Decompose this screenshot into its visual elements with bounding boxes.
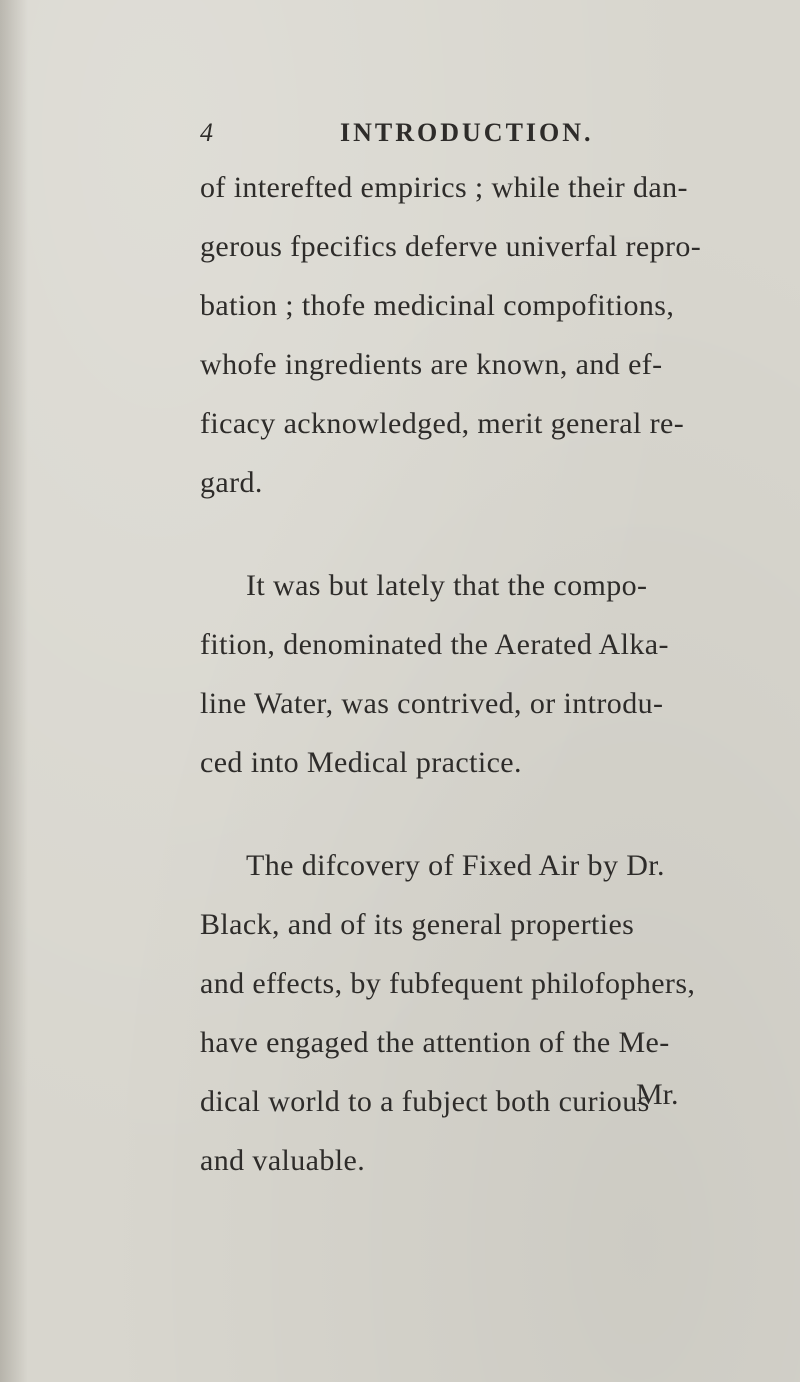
paragraph-gap [200,792,740,836]
text-line: and valuable. [200,1144,366,1177]
page-edge-shadow [0,0,28,1382]
text-line: gard. [200,466,263,499]
text-line: whofe ingredients are known, and ef- [200,348,663,381]
text-line: gerous fpecifics deferve univerfal repro- [200,230,702,263]
catchword: Mr. [636,1078,679,1111]
paragraph-gap [200,512,740,556]
text-line: The difcovery of Fixed Air by Dr. [246,849,665,882]
text-line: It was but lately that the compo- [246,569,648,602]
text-line: ced into Medical practice. [200,746,522,779]
text-line: line Water, was contrived, or introdu- [200,687,664,720]
paragraph-1 [200,158,740,512]
paragraph-2 [200,556,740,792]
text-line: ficacy acknowledged, merit general re- [200,407,685,440]
text-line: of interefted empirics ; while their dan- [200,171,688,204]
text-line: have engaged the attention of the Me- [200,1026,670,1059]
page-number: 4 [200,118,213,147]
paragraph-3 [200,836,740,1190]
text-line: dical world to a fubject both curious [200,1085,650,1118]
text-line: fition, denominated the Aerated Alka- [200,628,669,661]
text-line: and effects, by fubfequent philofophers, [200,967,696,1000]
page-header [200,118,760,162]
text-line: bation ; thofe medicinal compofitions, [200,289,675,322]
body-text [200,158,740,1190]
text-line: Black, and of its general properties [200,908,635,941]
running-head: INTRODUCTION. [340,118,594,147]
